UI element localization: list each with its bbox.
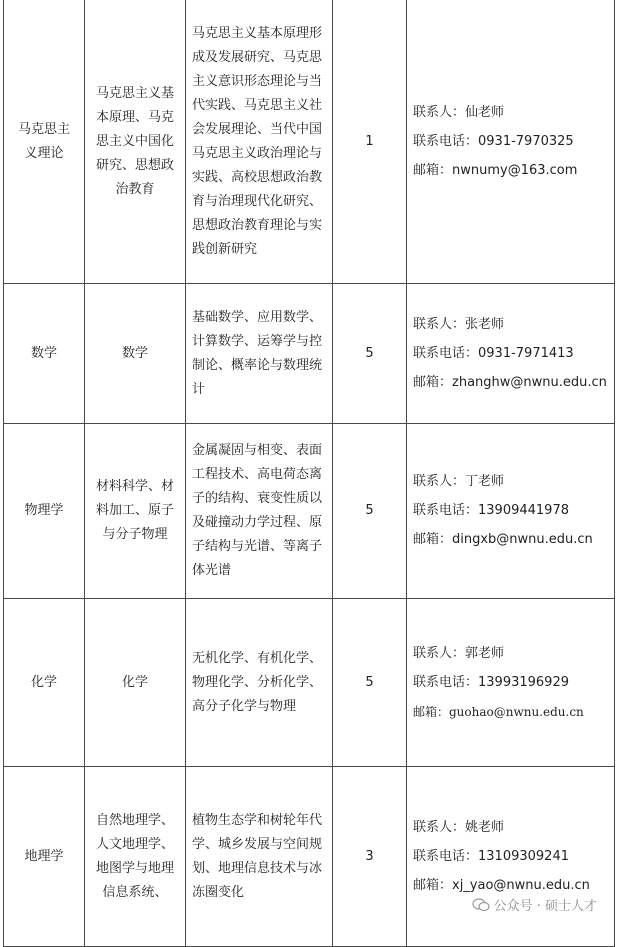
table-row <box>4 767 615 947</box>
discipline-cell: 马克思主义理论 <box>4 0 85 284</box>
contact-cell <box>407 0 615 284</box>
count-cell: 5 <box>333 599 407 767</box>
count-cell: 3 <box>333 767 407 947</box>
count-cell: 5 <box>333 424 407 599</box>
contact-cell <box>407 599 615 767</box>
research-cell <box>186 767 333 947</box>
table-row <box>4 599 615 767</box>
contact-cell <box>407 424 615 599</box>
research-cell <box>186 424 333 599</box>
contact-phone: 联系电话：13993196929 <box>413 674 569 690</box>
count-cell: 5 <box>333 284 407 424</box>
contact-person: 联系人：姚老师 <box>413 819 505 835</box>
contact-email: 邮箱：dingxb@nwnu.edu.cn <box>413 532 593 547</box>
contact-email: 邮箱：zhanghw@nwnu.edu.cn <box>413 374 607 390</box>
discipline-cell: 物理学 <box>4 424 85 599</box>
research-cell <box>186 599 333 767</box>
contact-phone: 联系电话：13109309241 <box>413 848 569 864</box>
direction-cell: 材料科学、材料加工、原子与分子物理 <box>85 424 186 599</box>
discipline-cell: 数学 <box>4 284 85 424</box>
research-cell <box>186 0 333 284</box>
contact-phone: 联系电话：0931-7970325 <box>413 133 574 149</box>
watermark <box>472 895 597 914</box>
contact-cell <box>407 284 615 424</box>
contact-cell <box>407 767 615 947</box>
contact-email: 邮箱：guohao@nwnu.edu.cn <box>413 704 584 719</box>
research-text: 无机化学、有机化学、物理化学、分析化学、高分子化学与物理 <box>192 650 323 714</box>
research-text: 马克思主义基本原理形成及发展研究、马克思主义意识形态理论与当代实践、马克思主义社会发展理论、当代中国马克思主义政治理论与实践、高校思想政治教育与治理现代化研究、思想政治教育理论与实践创新研究 <box>192 25 323 257</box>
wechat-icon <box>472 898 490 912</box>
research-text: 基础数学、应用数学、计算数学、运筹学与控制论、概率论与数理统计 <box>192 309 323 397</box>
direction-cell: 马克思主义基本原理、马克思主义中国化研究、思想政治教育 <box>85 0 186 284</box>
recruitment-table <box>3 0 615 947</box>
contact-email: 邮箱：xj_yao@nwnu.edu.cn <box>413 877 590 893</box>
contact-person: 联系人：丁老师 <box>413 474 505 489</box>
research-cell <box>186 284 333 424</box>
research-text: 植物生态学和树轮年代学、城乡发展与空间规划、地理信息技术与冰冻圈变化 <box>192 812 323 900</box>
research-text: 金属凝固与相变、表面工程技术、高电荷态离子的结构、衰变性质以及碰撞动力学过程、原子结构与光谱、等离子体光谱 <box>192 443 323 578</box>
contact-person: 联系人：郭老师 <box>413 645 505 661</box>
watermark-text: 公众号 · 硕士人才 <box>493 899 597 914</box>
contact-phone: 联系电话：13909441978 <box>413 503 569 518</box>
count-cell: 1 <box>333 0 407 284</box>
discipline-cell: 地理学 <box>4 767 85 947</box>
direction-cell: 自然地理学、人文地理学、地图学与地理信息系统、 <box>85 767 186 947</box>
discipline-cell: 化学 <box>4 599 85 767</box>
direction-cell: 化学 <box>85 599 186 767</box>
direction-cell: 数学 <box>85 284 186 424</box>
contact-person: 联系人：张老师 <box>413 316 505 332</box>
contact-email: 邮箱：nwnumy@163.com <box>413 162 578 178</box>
contact-person: 联系人：仙老师 <box>413 104 505 120</box>
table-row <box>4 424 615 599</box>
table-row <box>4 284 615 424</box>
table-row <box>4 0 615 284</box>
contact-phone: 联系电话：0931-7971413 <box>413 345 574 361</box>
